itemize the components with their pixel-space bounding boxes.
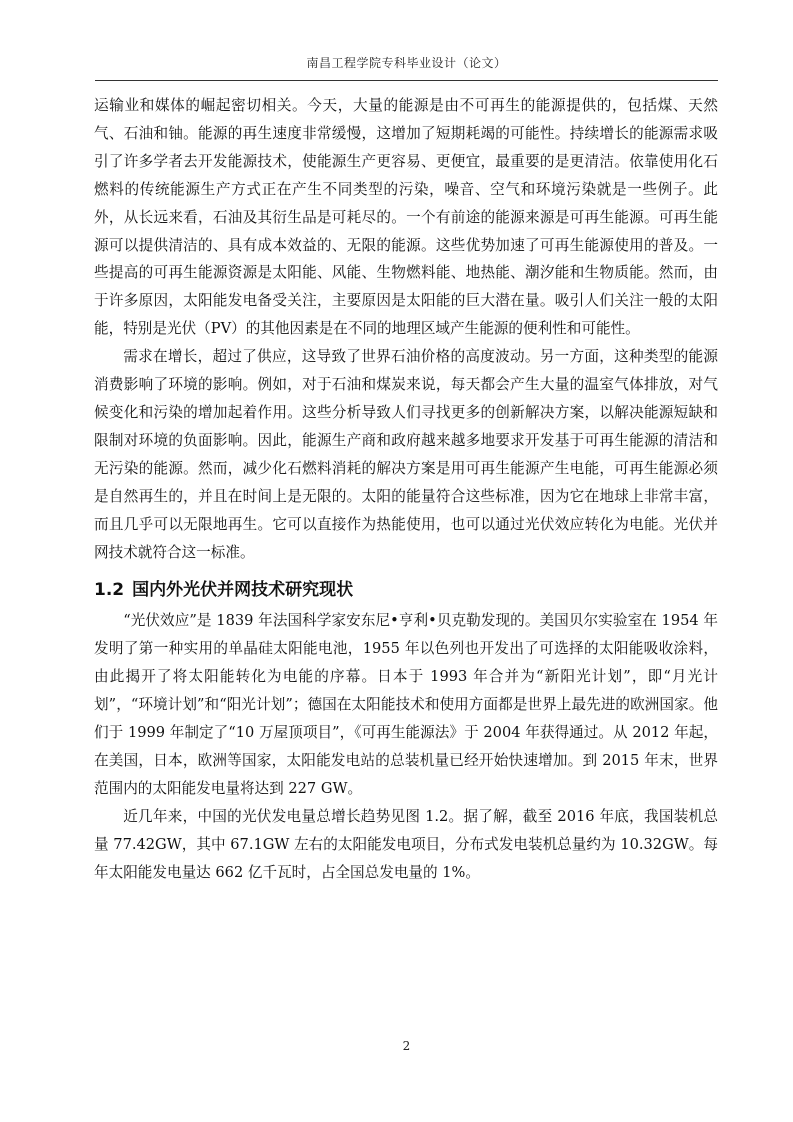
paragraph-china-pv: 近几年来，中国的光伏发电量总增长趋势见图 1.2。据了解，截至 2016 年底，我国装机总量 77.42GW，其中 67.1GW 左右的太阳能发电项目，分布式发电装机总量约为 10.32GW。每年太阳能发电量达 662 亿千瓦时，占全国总发电量的 1%。 [94,807,718,881]
header-divider [95,80,718,81]
paragraph-pv-history: “光伏效应”是 1839 年法国科学家安东尼•亨利•贝克勒发现的。美国贝尔实验室在 1954 年发明了第一种实用的单晶硅太阳能电池，1955 年以色列也开发出了可选择的太阳能吸收涂料，由此揭开了将太阳能转化为电能的序幕。日本于 1993 年合并为“新阳光计划”，即“月光计划”，“环境计划”和“阳光计划”；德国在太阳能技术和使用方面都是世界上最先进的欧洲国家。他们于 1999 年制定了“10 万屋顶项目”，《可再生能源法》于 2004 年获得通过。从 2012 年起，在美国，日本，欧洲等国家，太阳能发电站的总装机量已经开始快速增加。到 2015 年末，世界范围内的太阳能发电量将达到 227 GW。 [94,612,718,797]
paragraph-continued: 运输业和媒体的崛起密切相关。今天，大量的能源是由不可再生的能源提供的，包括煤、天然气、石油和铀。能源的再生速度非常缓慢，这增加了短期耗竭的可能性。持续增长的能源需求吸引了许多学者去开发能源技术，使能源生产更容易、更便宜，最重要的是更清洁。依靠使用化石燃料的传统能源生产方式正在产生不同类型的污染，噪音、空气和环境污染就是一些例子。此外，从长远来看，石油及其衍生品是可耗尽的。一个有前途的能源来源是可再生能源。可再生能源可以提供清洁的、具有成本效益的、无限的能源。这些优势加速了可再生能源使用的普及。一些提高的可再生能源资源是太阳能、风能、生物燃料能、地热能、潮汐能和生物质能。然而，由于许多原因，太阳能发电备受关注，主要原因是太阳能的巨大潜在量。吸引人们关注一般的太阳能，特别是光伏（PV）的其他因素是在不同的地理区域产生能源的便利性和可能性。 [94,97,718,338]
paragraph-energy-demand: 需求在增长，超过了供应，这导致了世界石油价格的高度波动。另一方面，这种类型的能源消费影响了环境的影响。例如，对于石油和煤炭来说，每天都会产生大量的温室气体排放，对气候变化和污染的增加起着作用。这些分析导致人们寻找更多的创新解决方案，以解决能源短缺和限制对环境的负面影响。因此，能源生产商和政府越来越多地要求开发基于可再生能源的清洁和无污染的能源。然而，减少化石燃料消耗的解决方案是用可再生能源产生电能，可再生能源必须是自然再生的，并且在时间上是无限的。太阳的能量符合这些标准，因为它在地球上非常丰富，而且几乎可以无限地再生。它可以直接作为热能使用，也可以通过光伏效应转化为电能。光伏并网技术就符合这一标准。 [94,348,718,561]
page-number: 2 [402,1039,411,1053]
page-header: 南昌工程学院专科毕业设计（论文） [306,56,507,70]
section-heading [94,576,718,604]
section-title: 国内外光伏并网技术研究现状 [132,580,354,601]
body-text [94,92,718,886]
section-number: 1.2 [94,580,125,601]
